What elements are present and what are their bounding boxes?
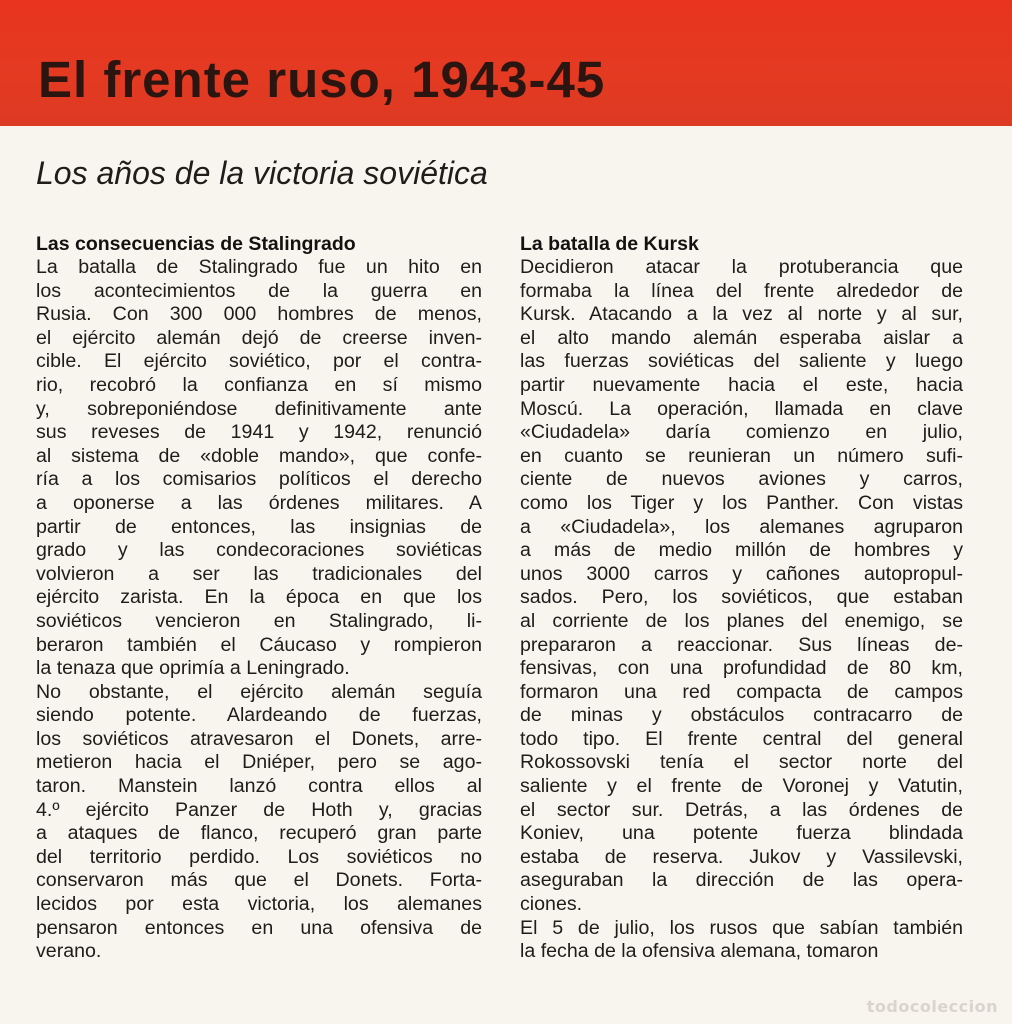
body-line: prepararon a reaccionar. Sus líneas de-: [520, 633, 963, 656]
body-line: de minas y obstáculos contracarro de: [520, 704, 963, 727]
body-line: ría a los comisarios políticos el derecho: [36, 468, 482, 491]
body-line: Koniev, una potente fuerza blindada: [520, 822, 963, 845]
body-line: Rusia. Con 300 000 hombres de menos,: [36, 303, 482, 326]
left-column: [36, 232, 482, 964]
section-heading-kursk: La batalla de Kursk: [520, 233, 699, 255]
body-line: en cuanto se reunieran un número sufi-: [520, 444, 963, 467]
body-line: sus reveses de 1941 y 1942, renunció: [36, 421, 482, 444]
body-line: verano.: [36, 940, 102, 963]
body-line: los acontecimientos de la guerra en: [36, 279, 482, 302]
body-line: a ataques de flanco, recuperó gran parte: [36, 822, 482, 845]
body-line: lecidos por esta victoria, los alemanes: [36, 893, 482, 916]
body-line: ciente de nuevos aviones y carros,: [520, 468, 963, 491]
body-line: los soviéticos atravesaron el Donets, arre-: [36, 727, 482, 750]
body-line: como los Tiger y los Panther. Con vistas: [520, 491, 963, 514]
body-line: al corriente de los planes del enemigo, se: [520, 609, 963, 632]
body-line: volvieron a ser las tradicionales del: [36, 562, 482, 585]
right-column: [520, 232, 963, 964]
body-line: beraron también el Cáucaso y rompieron: [36, 633, 482, 656]
body-line: todo tipo. El frente central del general: [520, 727, 963, 750]
body-line: Decidieron atacar la protuberancia que: [520, 256, 963, 278]
body-line: siendo potente. Alardeando de fuerzas,: [36, 704, 482, 727]
body-line: metieron hacia el Dniéper, pero se ago-: [36, 751, 482, 774]
body-line: 4.º ejército Panzer de Hoth y, gracias: [36, 798, 482, 821]
body-line: cible. El ejército soviético, por el contra-: [36, 350, 482, 373]
body-line: pensaron entonces en una ofensiva de: [36, 916, 482, 939]
body-line: y, sobreponiéndose definitivamente ante: [36, 397, 482, 420]
body-line: estaba de reserva. Jukov y Vassilevski,: [520, 845, 963, 868]
body-line: aseguraban la dirección de las opera-: [520, 869, 963, 892]
page-title: El frente ruso, 1943-45: [38, 51, 606, 108]
body-line: partir de entonces, las insignias de: [36, 515, 482, 538]
body-line: sados. Pero, los soviéticos, que estaban: [520, 586, 963, 609]
body-line: Moscú. La operación, llamada en clave: [520, 397, 963, 420]
body-line: «Ciudadela» daría comienzo en julio,: [520, 421, 963, 444]
body-line: el alto mando alemán esperaba aislar a: [520, 326, 963, 349]
body-line: soviéticos vencieron en Stalingrado, li-: [36, 609, 482, 632]
body-line: a oponerse a las órdenes militares. A: [36, 491, 482, 514]
body-line: conservaron más que el Donets. Forta-: [36, 869, 482, 892]
body-line: grado y las condecoraciones soviéticas: [36, 539, 482, 562]
body-line: Rokossovski tenía el sector norte del: [520, 751, 963, 774]
body-line: Kursk. Atacando a la vez al norte y al sur,: [520, 303, 963, 326]
body-line: rio, recobró la confianza en sí mismo: [36, 373, 482, 396]
left-body: [36, 256, 482, 964]
body-line: las fuerzas soviéticas del saliente y luego: [520, 350, 963, 373]
body-line: el ejército alemán dejó de creerse inven-: [36, 326, 482, 349]
body-line: La batalla de Stalingrado fue un hito en: [36, 256, 482, 278]
body-line: taron. Manstein lanzó contra ellos al: [36, 775, 482, 798]
watermark: todocoleccion: [866, 997, 998, 1016]
right-body: [520, 256, 963, 964]
body-line: la fecha de la ofensiva alemana, tomaron: [520, 940, 879, 963]
body-line: a más de medio millón de hombres y: [520, 539, 963, 562]
body-line: a «Ciudadela», los alemanes agruparon: [520, 515, 963, 538]
body-line: partir nuevamente hacia el este, hacia: [520, 373, 963, 396]
body-line: al sistema de «doble mando», que confe-: [36, 444, 482, 467]
section-heading-stalingrado: Las consecuencias de Stalingrado: [36, 233, 356, 255]
page-subtitle: Los años de la victoria soviética: [36, 155, 488, 191]
body-line: del territorio perdido. Los soviéticos no: [36, 845, 482, 868]
body-line: ciones.: [520, 893, 583, 916]
body-line: la tenaza que oprimía a Leningrado.: [36, 657, 350, 680]
body-line: No obstante, el ejército alemán seguía: [36, 680, 482, 703]
body-line: fensivas, con una profundidad de 80 km,: [520, 657, 963, 680]
body-line: formaba la línea del frente alrededor de: [520, 279, 963, 302]
body-line: saliente y el frente de Voronej y Vatutin,: [520, 775, 963, 798]
body-line: ejército zarista. En la época en que los: [36, 586, 482, 609]
body-line: El 5 de julio, los rusos que sabían también: [520, 916, 963, 939]
body-line: formaron una red compacta de campos: [520, 680, 963, 703]
body-line: el sector sur. Detrás, a las órdenes de: [520, 798, 963, 821]
body-line: unos 3000 carros y cañones autopropul-: [520, 562, 963, 585]
